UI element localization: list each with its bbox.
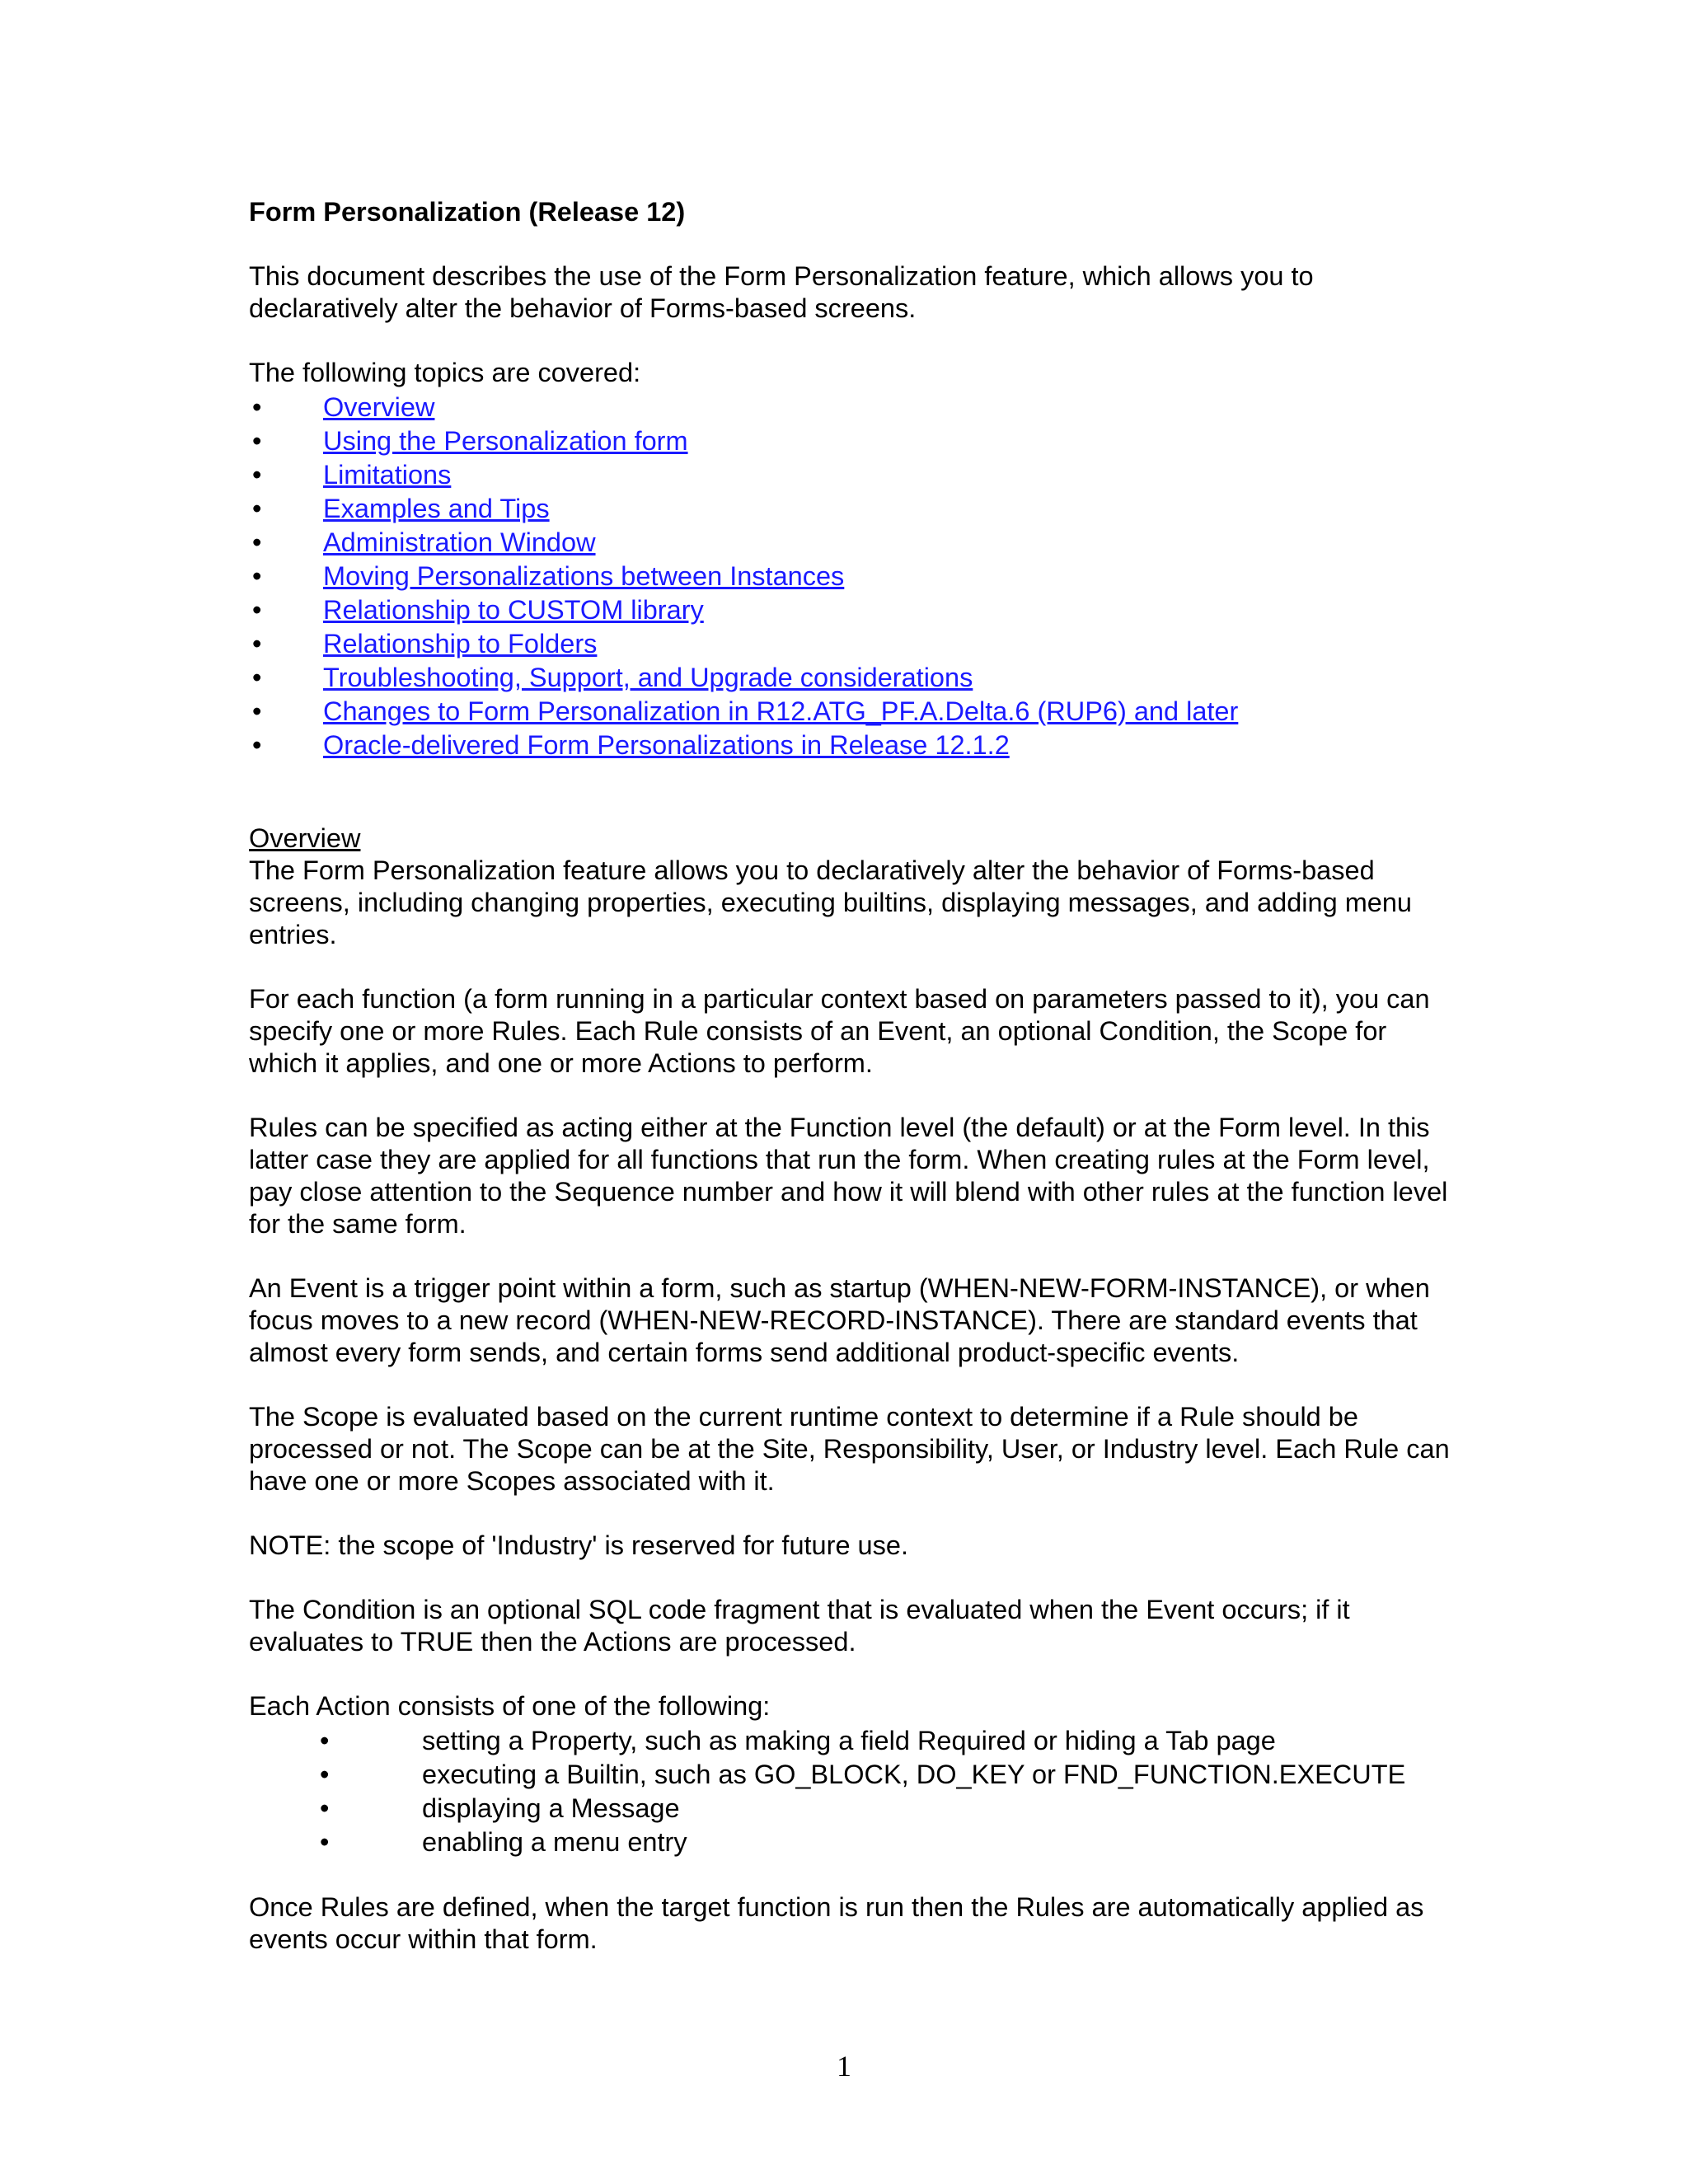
topic-link-limitations[interactable]: Limitations [323, 460, 452, 490]
topic-item [249, 627, 1452, 661]
event-paragraph: An Event is a trigger point within a form, such as startup (WHEN-NEW-FORM-INSTANCE), or when focus moves to a new record (WHEN-NEW-RECORD-INSTANCE). There are standard events that almost every form sends, and certain forms send additional product-specific events. [249, 1273, 1430, 1367]
actions-lead: Each Action consists of one of the following: [249, 1691, 771, 1721]
bullet-icon: • [320, 1793, 330, 1823]
bullet-icon: • [252, 460, 262, 490]
topic-link-examples[interactable]: Examples and Tips [323, 494, 550, 523]
bullet-icon: • [252, 629, 262, 658]
document-title: Form Personalization (Release 12) [249, 197, 686, 227]
bullet-icon: • [252, 494, 262, 523]
topic-item [249, 526, 1452, 560]
condition-paragraph: The Condition is an optional SQL code fragment that is evaluated when the Event occurs; if it evaluates to TRUE then the Actions are processed. [249, 1595, 1350, 1657]
topic-link-personalization-form[interactable]: Using the Personalization form [323, 426, 688, 456]
topic-item [249, 661, 1452, 695]
note-paragraph: NOTE: the scope of 'Industry' is reserved for future use. [249, 1530, 908, 1560]
topic-link-oracle-delivered[interactable]: Oracle-delivered Form Personalizations in Release 12.1.2 [323, 730, 1010, 760]
closing-paragraph: Once Rules are defined, when the target function is run then the Rules are automatically applied as events occur within that form. [249, 1892, 1424, 1954]
topic-link-overview[interactable]: Overview [323, 392, 435, 422]
topic-item [249, 492, 1452, 526]
topic-item [249, 729, 1452, 762]
topic-item [249, 391, 1452, 424]
topic-item [249, 424, 1452, 458]
bullet-icon: • [252, 561, 262, 591]
topic-link-rup6-changes[interactable]: Changes to Form Personalization in R12.ATG_PF.A.Delta.6 (RUP6) and later [323, 696, 1239, 726]
scope-paragraph: The Scope is evaluated based on the current runtime context to determine if a Rule should be processed or not. The Scope can be at the Site, Responsibility, User, or Industry level. Each Rule can have one or more Scopes associated with it. [249, 1402, 1450, 1496]
bullet-icon: • [252, 392, 262, 422]
topics-list [249, 391, 1452, 762]
action-item [249, 1825, 1452, 1859]
overview-heading: Overview [249, 823, 361, 853]
action-text: executing a Builtin, such as GO_BLOCK, DO_KEY or FND_FUNCTION.EXECUTE [422, 1760, 1406, 1789]
overview-paragraph: The Form Personalization feature allows you to declaratively alter the behavior of Forms-based screens, including changing properties, executing builtins, displaying messages, and adding menu entries. [249, 855, 1413, 949]
bullet-icon: • [320, 1726, 330, 1755]
page-number: 1 [837, 2050, 851, 2083]
action-text: setting a Property, such as making a field Required or hiding a Tab page [422, 1726, 1276, 1755]
bullet-icon: • [252, 663, 262, 692]
action-item [249, 1724, 1452, 1758]
bullet-icon: • [252, 527, 262, 557]
bullet-icon: • [252, 595, 262, 625]
bullet-icon: • [252, 426, 262, 456]
action-text: displaying a Message [422, 1793, 680, 1823]
action-item [249, 1758, 1452, 1792]
document-page [249, 196, 1452, 1988]
topic-link-administration[interactable]: Administration Window [323, 527, 596, 557]
topic-link-custom-library[interactable]: Relationship to CUSTOM library [323, 595, 704, 625]
bullet-icon: • [320, 1827, 330, 1857]
bullet-icon: • [252, 696, 262, 726]
bullet-icon: • [252, 730, 262, 760]
topic-item [249, 695, 1452, 729]
topics-lead: The following topics are covered: [249, 358, 641, 387]
intro-paragraph: This document describes the use of the Form Personalization feature, which allows you to declaratively alter the behavior of Forms-based screens. [249, 261, 1314, 323]
topic-item [249, 458, 1452, 492]
rules-paragraph: For each function (a form running in a particular context based on parameters passed to it), you can specify one or more Rules. Each Rule consists of an Event, an optional Condition, the Scope for which it applies, and one or more Actions to perform. [249, 984, 1430, 1078]
topic-item [249, 560, 1452, 593]
actions-list [249, 1724, 1452, 1859]
action-text: enabling a menu entry [422, 1827, 687, 1857]
bullet-icon: • [320, 1760, 330, 1789]
topic-link-moving[interactable]: Moving Personalizations between Instances [323, 561, 845, 591]
rule-level-paragraph: Rules can be specified as acting either at the Function level (the default) or at the Form level. In this latter case they are applied for all functions that run the form. When creating rules at the Form level, pay close attention to the Sequence number and how it will blend with other rules at the function level for the same form. [249, 1113, 1448, 1239]
topic-link-folders[interactable]: Relationship to Folders [323, 629, 598, 658]
topic-item [249, 593, 1452, 627]
topic-link-troubleshooting[interactable]: Troubleshooting, Support, and Upgrade considerations [323, 663, 973, 692]
action-item [249, 1792, 1452, 1825]
